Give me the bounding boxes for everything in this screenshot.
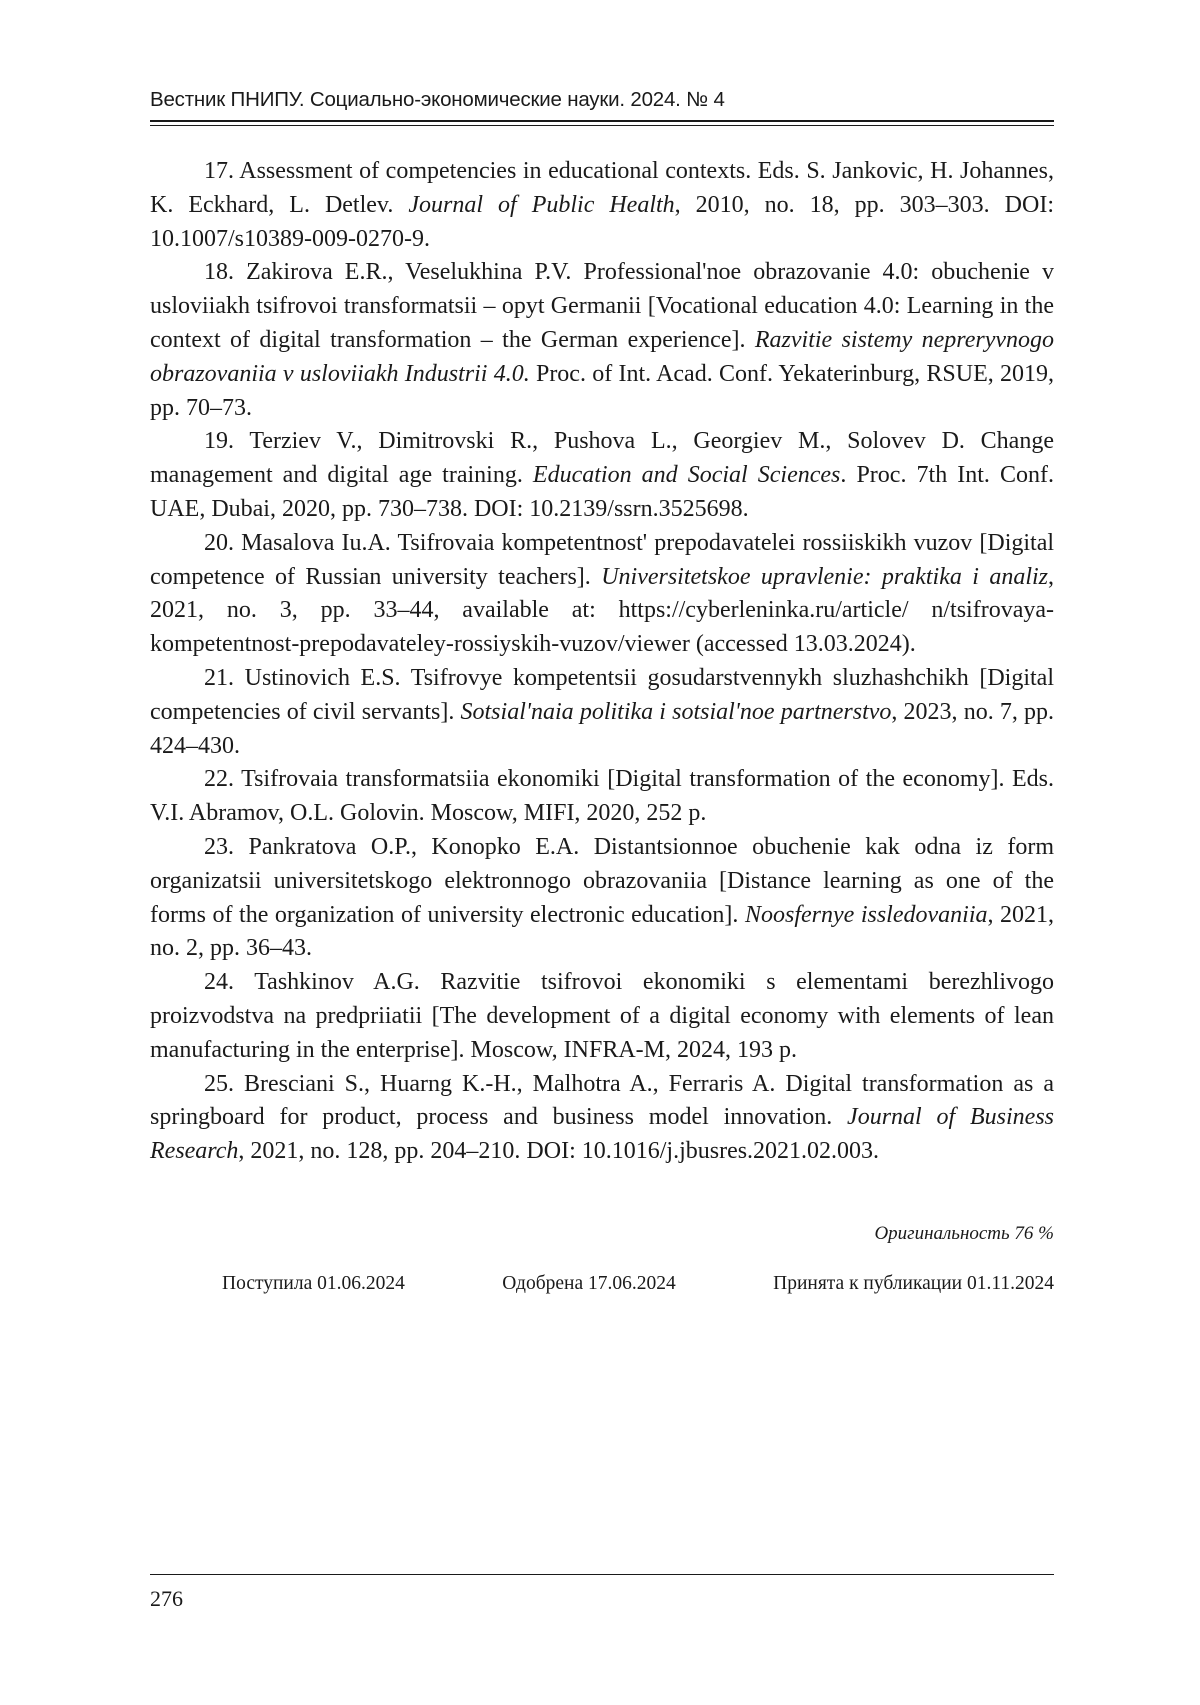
originality-note: Оригинальность 76 % bbox=[874, 1223, 1054, 1244]
reference-text: Pankratova O.P., Konopko E.A. Distantsionnoe obuchenie kak odna iz form organizatsii universitetskogo elektronnogo obrazovaniia [Distance learning as one of the forms of the organization of university electronic education]. bbox=[150, 833, 1055, 928]
approved-date: Одобрена 17.06.2024 bbox=[502, 1273, 676, 1294]
reference-number: 22. bbox=[204, 766, 234, 793]
reference-text: Ustinovich E.S. Tsifrovye kompetentsii gosudarstvennykh sluzhashchikh [Digital competencies of civil servants]. bbox=[150, 664, 1055, 725]
reference-source: Journal of Business Research bbox=[150, 1104, 1054, 1165]
footer-rule bbox=[150, 1574, 1054, 1575]
reference-number: 18. bbox=[204, 259, 234, 286]
reference-number: 23. bbox=[204, 833, 234, 860]
reference-source: Sotsial'naia politika i sotsial'noe partnerstvo bbox=[460, 698, 892, 725]
reference-20 bbox=[150, 527, 1054, 662]
reference-number: 17. bbox=[204, 158, 234, 184]
running-header: Вестник ПНИПУ. Социально-экономические науки. 2024. № 4 bbox=[150, 88, 725, 111]
reference-source: Razvitie sistemy nepreryvnogo obrazovaniia v usloviiakh Industrii 4.0. bbox=[150, 326, 1055, 387]
reference-number: 25. bbox=[204, 1070, 234, 1097]
reference-text: Terziev V., Dimitrovski R., Pushova L., Georgiev M., Solovev D. Change management and digital age training. bbox=[150, 428, 1054, 489]
reference-text: Assessment of competencies in educational contexts. Eds. S. Jankovic, H. Johannes, K. Eckhard, L. Detlev. bbox=[150, 158, 1054, 218]
reference-23 bbox=[150, 831, 1054, 966]
reference-list bbox=[150, 155, 1054, 1169]
reference-21 bbox=[150, 662, 1054, 763]
reference-number: 20. bbox=[204, 529, 234, 556]
reference-text: Bresciani S., Huarng K.-H., Malhotra A., Ferraris A. Digital transformation as a springboard for product, process and business model innovation. bbox=[150, 1070, 1054, 1131]
reference-source: Universitetskoe upravlenie: praktika i analiz bbox=[601, 563, 1049, 590]
reference-source: Journal of Public Health bbox=[408, 191, 675, 218]
received-date: Поступила 01.06.2024 bbox=[222, 1273, 405, 1294]
page-number: 276 bbox=[150, 1586, 183, 1611]
reference-24 bbox=[150, 966, 1054, 1067]
reference-number: 21. bbox=[204, 664, 234, 691]
reference-17 bbox=[150, 155, 1054, 256]
reference-text: Tsifrovaia transformatsiia ekonomiki [Digital transformation of the economy]. Eds. V.I. Abramov, O.L. Golovin. Moscow, MIFI, 2020, 252 p. bbox=[150, 766, 1054, 827]
reference-tail: , 2021, no. 3, pp. 33–44, available at: https://cyberleninka.ru/article/ n/tsifrovaya-kompetentnost-prepodavateley-rossiyskih-vuzov/viewer (accessed 13.03.2024). bbox=[150, 563, 1055, 658]
header-rule-thin bbox=[150, 125, 1054, 126]
reference-tail: Proc. of Int. Acad. Conf. Yekaterinburg, RSUE, 2019, pp. 70–73. bbox=[150, 360, 1054, 421]
accepted-date: Принята к публикации 01.11.2024 bbox=[773, 1273, 1054, 1294]
reference-19 bbox=[150, 425, 1054, 526]
reference-source: Education and Social Sciences bbox=[532, 462, 841, 489]
reference-18 bbox=[150, 256, 1054, 425]
reference-source: Noosfernye issledovaniia bbox=[744, 901, 988, 928]
reference-22 bbox=[150, 763, 1054, 831]
reference-text: Zakirova E.R., Veselukhina P.V. Professional'noe obrazovanie 4.0: obuchenie v usloviiakh tsifrovoi transformatsii – opyt Germanii [Vocational education 4.0: Learning in the context of digital transformation – the German experience]. bbox=[150, 259, 1055, 353]
reference-25 bbox=[150, 1068, 1054, 1169]
publication-dates bbox=[222, 1273, 1054, 1295]
reference-text: Masalova Iu.A. Tsifrovaia kompetentnost' prepodavatelei rossiiskikh vuzov [Digital competence of Russian university teachers]. bbox=[150, 529, 1055, 590]
reference-tail: . Proc. 7th Int. Conf. UAE, Dubai, 2020, pp. 730–738. DOI: 10.2139/ssrn.3525698. bbox=[150, 462, 1054, 522]
reference-number: 24. bbox=[204, 969, 234, 996]
reference-tail: , 2010, no. 18, pp. 303–303. DOI: 10.1007/s10389-009-0270-9. bbox=[150, 191, 1054, 252]
reference-tail: , 2023, no. 7, pp. 424–430. bbox=[150, 698, 1055, 759]
reference-tail: , 2021, no. 128, pp. 204–210. DOI: 10.1016/j.jbusres.2021.02.003. bbox=[238, 1138, 880, 1165]
reference-tail: , 2021, no. 2, pp. 36–43. bbox=[150, 901, 1055, 962]
header-rule-thick bbox=[150, 120, 1054, 122]
reference-number: 19. bbox=[204, 428, 234, 455]
reference-text: Tashkinov A.G. Razvitie tsifrovoi ekonomiki s elementami berezhlivogo proizvodstva na predpriiatii [The development of a digital economy with elements of lean manufacturing in the enterprise]. Moscow, INFRA-M, 2024, 193 p. bbox=[150, 969, 1054, 1063]
